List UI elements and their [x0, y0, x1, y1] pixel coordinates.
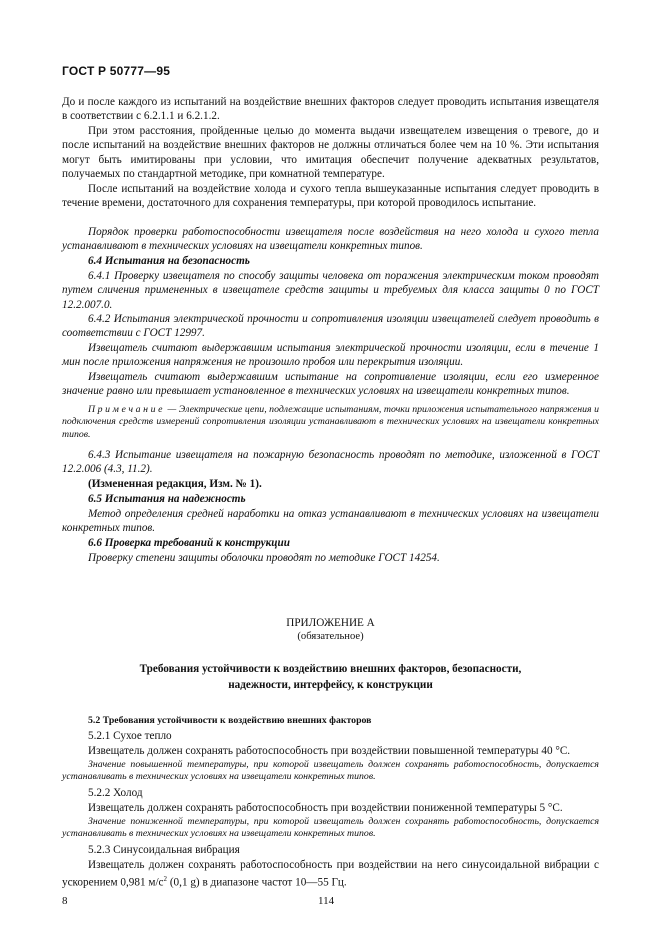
appendix-paragraph-5-2-3: [62, 858, 599, 891]
appendix-title: ПРИЛОЖЕНИЕ А: [286, 617, 375, 629]
note-label: Примечание: [88, 404, 166, 415]
section-heading-6-4: 6.4 Испытания на безопасность: [88, 255, 250, 267]
appendix-status: (обязательное): [297, 631, 364, 642]
section-heading-6-5: 6.5 Испытания на надежность: [88, 493, 246, 505]
edition-note: (Измененная редакция, Изм. № 1).: [88, 478, 262, 490]
vibration-text-b: (0,1 g) в диапазоне частот 10—55 Гц.: [167, 877, 347, 890]
paragraph-6-6: Проверку степени защиты оболочки проводят по методике ГОСТ 14254.: [88, 552, 440, 564]
vibration-text-a: Извещатель должен сохранять работоспособность при воздействии на него синусоидальной вибрации с ускорением 0,981 м/с: [62, 859, 599, 890]
paragraph-distance-difference: При этом расстояния, пройденные целью до момента выдачи извещателем извещения о тревоге, до и после испытаний на воздействие внешних факторов не должны отличаться более чем на 10 %. Эти испытания могут быть имитированы при условии, что имитация обеспечит получение адекватных результатов, получаемых по стандартной методике, при комнатной температуре.: [62, 125, 599, 181]
paragraph-cold-heat-tests: После испытаний на воздействие холода и сухого тепла вышеуказанные испытания следует проводить в течение времени, достаточного для сохранения температуры, при которой проводилось испытание.: [62, 183, 599, 210]
note-block: [62, 404, 599, 441]
appendix-paragraph-5-2-2: Извещатель должен сохранять работоспособность при воздействии пониженной температуры 5 °С.: [88, 802, 563, 814]
document-code-header: ГОСТ Р 50777—95: [62, 64, 171, 78]
note-text: — Электрические цепи, подлежащие испытаниям, точки приложения испытательного напряжения и подключения средств измерений сопротивления изоляции устанавливают в технических условиях на извещатели конкретных типов.: [62, 404, 599, 440]
paragraph-6-4-2-strength: Извещатель считают выдержавшим испытания электрической прочности изоляции, если в течение 1 мин после приложения напряжения не произошло пробоя или перекрытия изоляции.: [62, 342, 599, 369]
paragraph-6-4-2-resistance: Извещатель считают выдержавшим испытание на сопротивление изоляции, если его измеренное значение равно или превышает установленное в технических условиях на извещатели конкретных типов.: [62, 371, 599, 398]
paragraph-6-4-2: 6.4.2 Испытания электрической прочности и сопротивления изоляции извещателей следует проводить в соответствии с ГОСТ 12997.: [62, 313, 599, 340]
footer-page-number-center: 114: [318, 895, 335, 907]
appendix-heading-line1: Требования устойчивости к воздействию внешних факторов, безопасности,: [139, 663, 522, 675]
appendix-heading-line2: надежности, интерфейсу, к конструкции: [228, 679, 433, 691]
paragraph-check-procedure: Порядок проверки работоспособности извещателя после воздействия на него холода и сухого тепла устанавливают в технических условиях на извещатели конкретных типов.: [62, 226, 599, 253]
appendix-section-5-2-2: 5.2.2 Холод: [88, 787, 143, 799]
paragraph-6-4-1: 6.4.1 Проверку извещателя по способу защиты человека от поражения электрическим током проводят путем сличения примененных в извещателе средств защиты и требуемых для класса защиты 0 по ГОСТ 12.2.007.0.: [62, 270, 599, 311]
paragraph-tests-before-after: До и после каждого из испытаний на воздействие внешних факторов следует проводить испытания извещателя в соответствии с 6.2.1.1 и 6.2.1.2.: [62, 96, 599, 123]
appendix-note-5-2-2: Значение пониженной температуры, при которой извещатель должен сохранять работоспособность, допускается устанавливать в технических условиях на извещатели конкретных типов.: [62, 816, 599, 840]
appendix-paragraph-5-2-1: Извещатель должен сохранять работоспособность при воздействии повышенной температуры 40 °С.: [88, 745, 571, 757]
footer-page-number-left: 8: [62, 895, 68, 907]
vibration-superscript: 2: [163, 875, 168, 884]
appendix-section-5-2: 5.2 Требования устойчивости к воздействию внешних факторов: [88, 715, 372, 726]
appendix-section-5-2-3: 5.2.3 Синусоидальная вибрация: [88, 844, 240, 856]
paragraph-6-5: Метод определения средней наработки на отказ устанавливают в технических условиях на извещатели конкретных типов.: [62, 508, 599, 535]
paragraph-6-4-3: 6.4.3 Испытание извещателя на пожарную безопасность проводят по методике, изложенной в ГОСТ 12.2.006 (4.3, 11.2).: [62, 449, 599, 476]
appendix-section-5-2-1: 5.2.1 Сухое тепло: [88, 730, 172, 742]
appendix-note-5-2-1: Значение повышенной температуры, при которой извещатель должен сохранять работоспособность, допускается устанавливать в технических условиях на извещатели конкретных типов.: [62, 759, 599, 783]
section-heading-6-6: 6.6 Проверка требований к конструкции: [88, 537, 290, 549]
